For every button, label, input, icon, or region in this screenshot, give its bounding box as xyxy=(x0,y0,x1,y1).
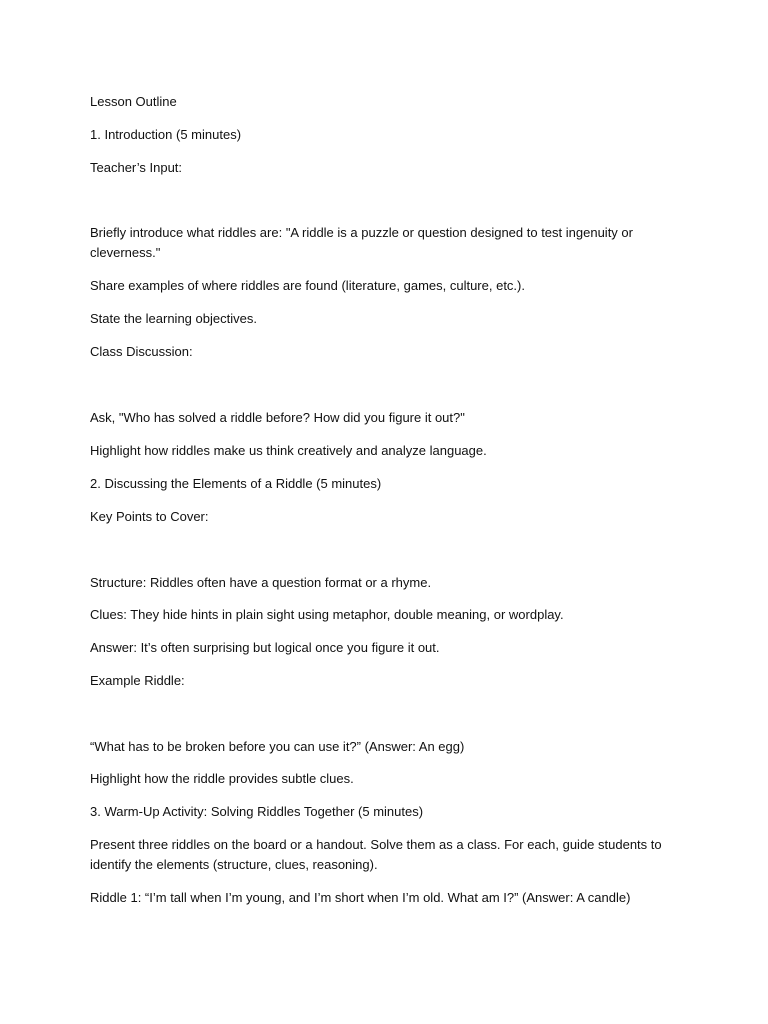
paragraph-highlight-thinking: Highlight how riddles make us think creatively and analyze language. xyxy=(90,443,487,458)
section-heading-elements: 2. Discussing the Elements of a Riddle (5 minutes) xyxy=(90,476,382,491)
paragraph-answer: Answer: It’s often surprising but logical once you figure it out. xyxy=(90,640,440,655)
paragraph-riddle-1: Riddle 1: “I’m tall when I’m young, and I’m short when I’m old. What am I?” (Answer: A candle) xyxy=(90,890,631,905)
paragraph-structure: Structure: Riddles often have a question format or a rhyme. xyxy=(90,575,432,590)
paragraph-ask-question: Ask, "Who has solved a riddle before? How did you figure it out?" xyxy=(90,410,465,425)
subheading-teachers-input: Teacher’s Input: xyxy=(90,160,183,175)
subheading-key-points: Key Points to Cover: xyxy=(90,509,209,524)
paragraph-riddle-definition: Briefly introduce what riddles are: "A riddle is a puzzle or question designed to test ingenuity or cleverness." xyxy=(90,225,633,260)
subheading-example-riddle: Example Riddle: xyxy=(90,673,185,688)
paragraph-riddle-examples: Share examples of where riddles are found (literature, games, culture, etc.). xyxy=(90,278,525,293)
subheading-class-discussion: Class Discussion: xyxy=(90,344,193,359)
paragraph-learning-objectives: State the learning objectives. xyxy=(90,311,257,326)
paragraph-present-riddles: Present three riddles on the board or a handout. Solve them as a class. For each, guide students to identify the elements (structure, clues, reasoning). xyxy=(90,837,662,872)
paragraph-clues: Clues: They hide hints in plain sight using metaphor, double meaning, or wordplay. xyxy=(90,607,564,622)
paragraph-egg-riddle: “What has to be broken before you can use it?” (Answer: An egg) xyxy=(90,739,465,754)
section-heading-warm-up: 3. Warm-Up Activity: Solving Riddles Together (5 minutes) xyxy=(90,804,424,819)
paragraph-subtle-clues: Highlight how the riddle provides subtle clues. xyxy=(90,771,354,786)
section-heading-introduction: 1. Introduction (5 minutes) xyxy=(90,127,242,142)
heading-lesson-outline: Lesson Outline xyxy=(90,94,177,109)
